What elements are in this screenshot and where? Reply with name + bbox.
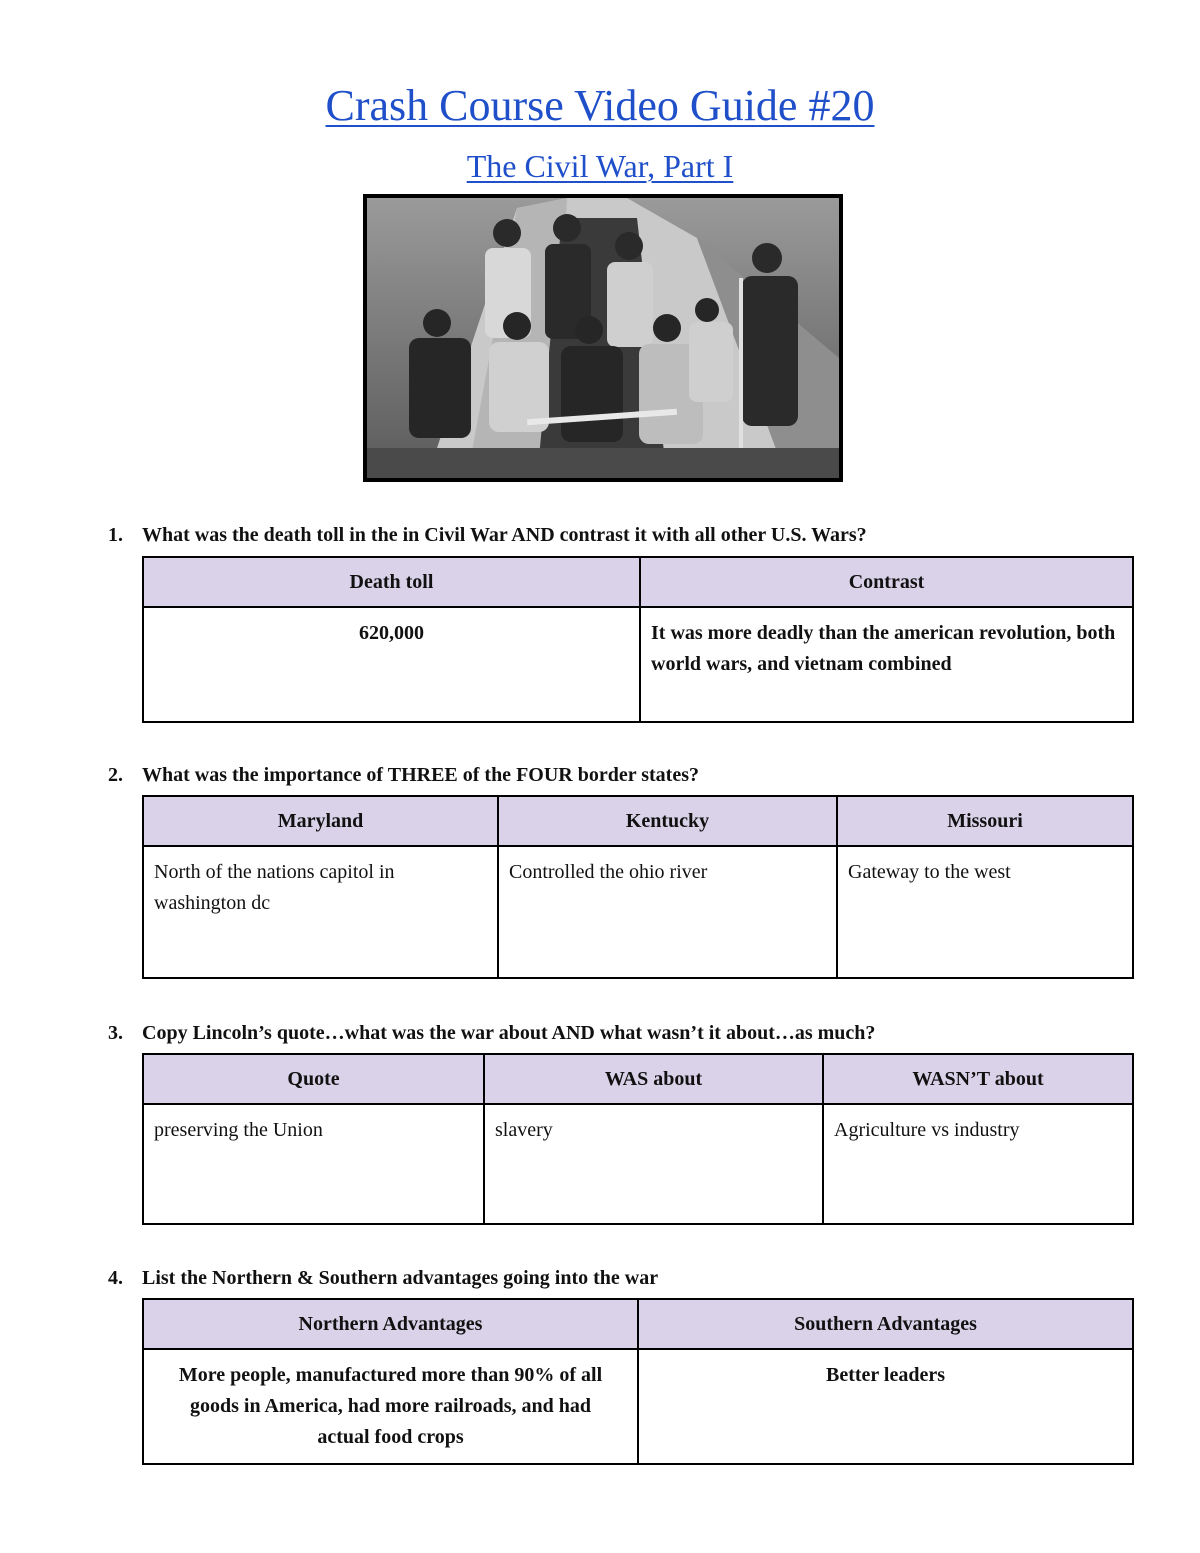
question-number: 2. xyxy=(108,764,123,786)
column-header: Northern Advantages xyxy=(143,1299,638,1349)
question-number: 3. xyxy=(108,1022,123,1044)
column-header: WAS about xyxy=(484,1054,823,1104)
civil-war-soldiers-photo xyxy=(363,194,843,482)
question-2 xyxy=(108,762,699,788)
question-number: 4. xyxy=(108,1267,123,1289)
column-header: Maryland xyxy=(143,796,498,846)
table-cell: More people, manufactured more than 90% of all goods in America, had more railroads, and had actual food crops xyxy=(143,1349,638,1464)
table-cell: Better leaders xyxy=(638,1349,1133,1464)
question-text: What was the importance of THREE of the FOUR border states? xyxy=(142,764,700,786)
border-states-table xyxy=(142,795,1134,979)
question-1 xyxy=(108,522,867,548)
column-header: WASN’T about xyxy=(823,1054,1133,1104)
column-header: Kentucky xyxy=(498,796,837,846)
table-cell: Controlled the ohio river xyxy=(498,846,837,978)
table-cell: It was more deadly than the american revolution, both world wars, and vietnam combined xyxy=(640,607,1133,722)
column-header: Southern Advantages xyxy=(638,1299,1133,1349)
death-toll-table xyxy=(142,556,1134,723)
table-cell: 620,000 xyxy=(143,607,640,722)
question-number: 1. xyxy=(108,524,123,546)
question-text: List the Northern & Southern advantages going into the war xyxy=(142,1267,659,1289)
column-header: Death toll xyxy=(143,557,640,607)
question-text: Copy Lincoln’s quote…what was the war about AND what wasn’t it about…as much? xyxy=(142,1022,876,1044)
table-cell: preserving the Union xyxy=(143,1104,484,1224)
table-cell: North of the nations capitol in washington dc xyxy=(143,846,498,978)
question-4 xyxy=(108,1265,658,1291)
column-header: Contrast xyxy=(640,557,1133,607)
table-cell: Gateway to the west xyxy=(837,846,1133,978)
question-text: What was the death toll in the in Civil War AND contrast it with all other U.S. Wars? xyxy=(142,524,867,546)
column-header: Quote xyxy=(143,1054,484,1104)
question-3 xyxy=(108,1020,875,1046)
lincoln-quote-table xyxy=(142,1053,1134,1225)
page-subtitle: The Civil War, Part I xyxy=(466,148,734,184)
advantages-table xyxy=(142,1298,1134,1465)
table-cell: slavery xyxy=(484,1104,823,1224)
page-title: Crash Course Video Guide #20 xyxy=(325,81,875,130)
table-cell: Agriculture vs industry xyxy=(823,1104,1133,1224)
column-header: Missouri xyxy=(837,796,1133,846)
